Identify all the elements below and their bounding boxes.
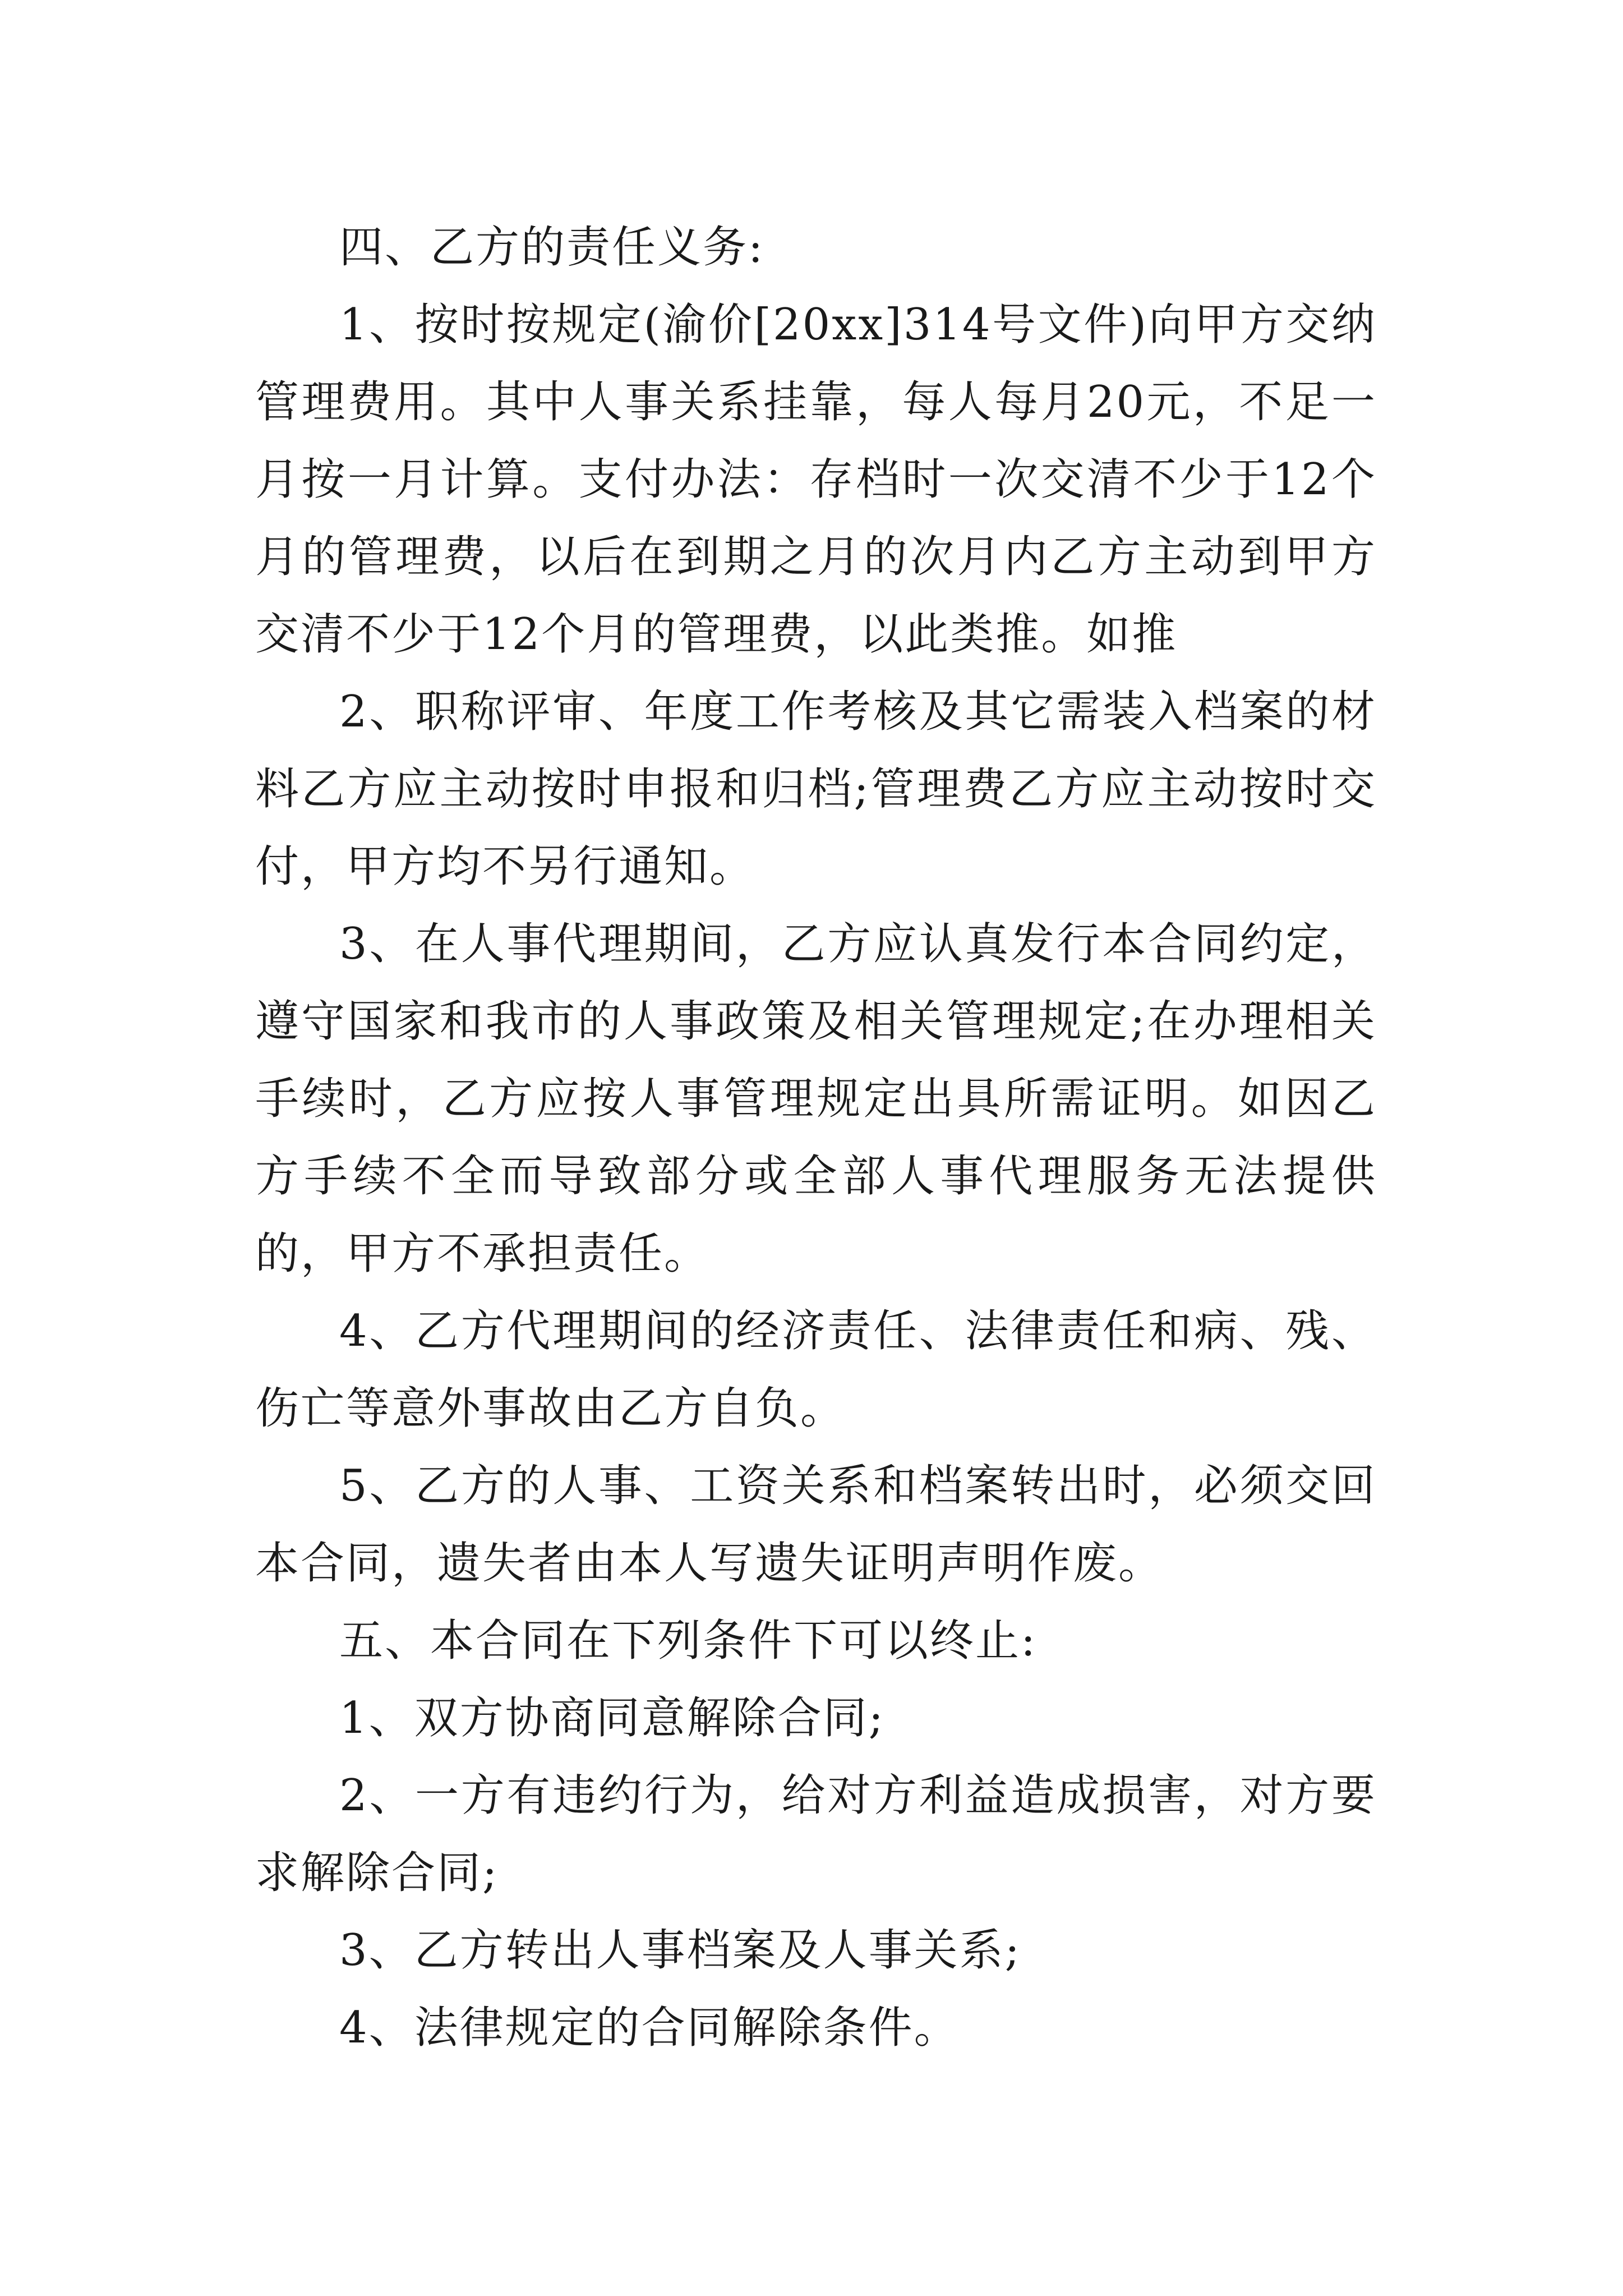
termination-clause-1: 1、双方协商同意解除合同; (339, 1693, 885, 1743)
document-body (255, 209, 1377, 2067)
termination-clause-4: 4、法律规定的合同解除条件。 (339, 2003, 960, 2053)
termination-clause-2: 2、一方有违约行为，给对方利益造成损害，对方要求解除合同; (255, 1770, 1377, 1898)
duty-clause-1: 1、按时按规定(渝价[20xx]314号文件)向甲方交纳管理费用。其中人事关系挂靠，每人每月20元，不足一月按一月计算。支付办法：存档时一次交清不少于12个月的管理费，以后在到期之月的次月内乙方主动到甲方交清不少于12个月的管理费，以此类推。如推 (255, 300, 1377, 660)
section-heading-termination: 五、本合同在下列条件下可以终止: (339, 1616, 1038, 1666)
duty-clause-3: 3、在人事代理期间，乙方应认真发行本合同约定，遵守国家和我市的人事政策及相关管理规定;在办理相关手续时，乙方应按人事管理规定出具所需证明。如因乙方手续不全而导致部分或全部人事代理服务无法提供的，甲方不承担责任。 (255, 919, 1377, 1279)
section-heading-duties: 四、乙方的责任义务: (339, 222, 765, 273)
duty-clause-2: 2、职称评审、年度工作考核及其它需装入档案的材料乙方应主动按时申报和归档;管理费乙方应主动按时交付，甲方均不另行通知。 (255, 687, 1377, 892)
termination-clause-3: 3、乙方转出人事档案及人事关系; (339, 1925, 1021, 1976)
duty-clause-4: 4、乙方代理期间的经济责任、法律责任和病、残、伤亡等意外事故由乙方自负。 (255, 1306, 1377, 1434)
duty-clause-5: 5、乙方的人事、工资关系和档案转出时，必须交回本合同，遗失者由本人写遗失证明声明作废。 (255, 1461, 1377, 1589)
